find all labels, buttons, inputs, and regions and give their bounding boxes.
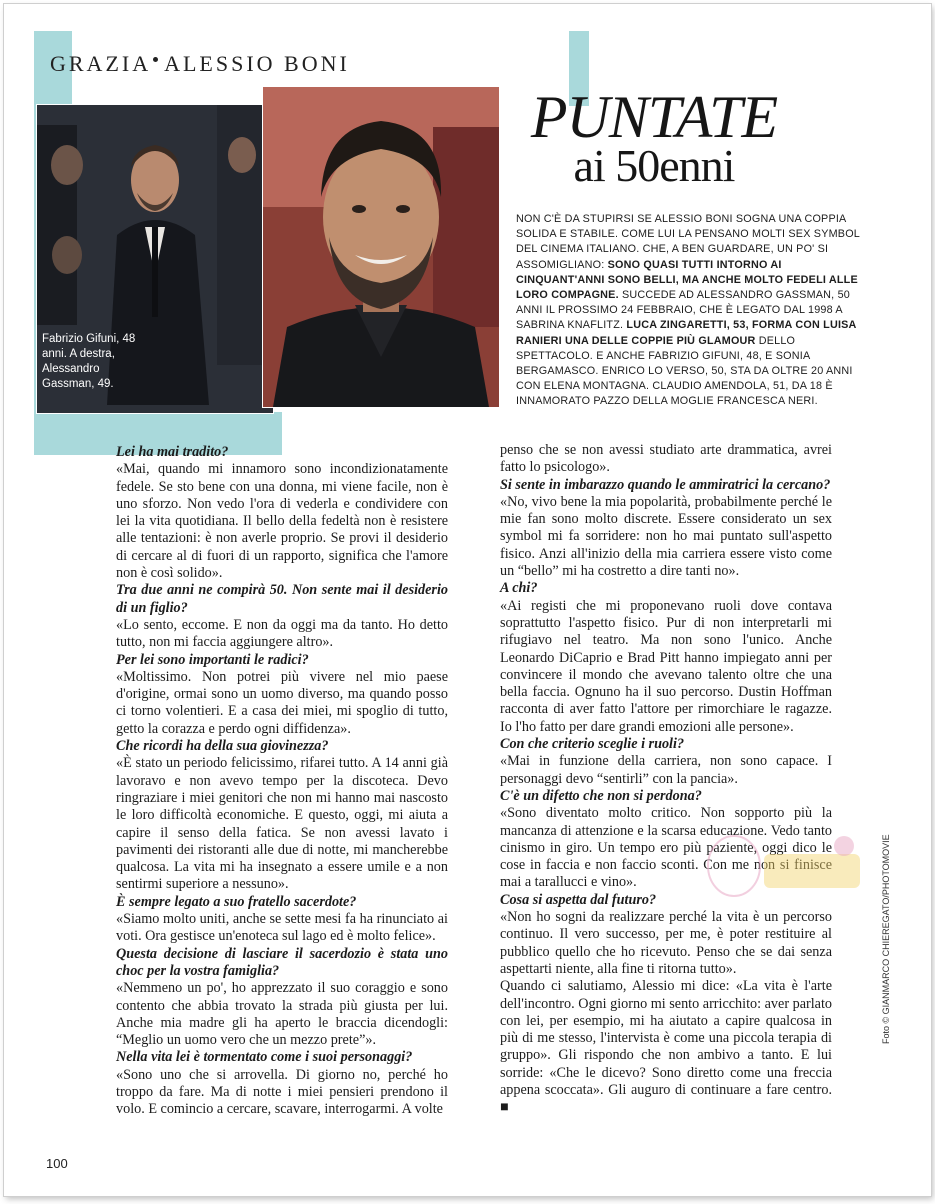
question: Cosa si aspetta dal futuro? bbox=[500, 891, 657, 908]
intro-bold-2: LUCA ZINGARETTI, 53, FORMA CON LUISA RANIERI UNA DELLE COPPIE PIÙ GLAMOUR bbox=[516, 319, 857, 347]
photo-caption: Fabrizio Gifuni, 48 anni. A destra, Alessandro Gassman, 49. bbox=[42, 333, 136, 390]
question: Con che criterio sceglie i ruoli? bbox=[500, 736, 685, 753]
intro-text-1: NON C'È DA STUPIRSI SE ALESSIO BONI SOGNA UNA COPPIA SOLIDA E STABILE. COME LUI LA PENSANO MOLTI SEX SYMBOL DEL CINEMA ITALIANO. CHE, A BEN GUARDARE, UN PO' SI ASSOMIGLIANO: bbox=[516, 213, 860, 271]
question: Che ricordi ha della sua giovinezza? bbox=[116, 738, 329, 755]
right-column bbox=[500, 442, 832, 1117]
page-header bbox=[50, 51, 350, 77]
answer: «Nemmeno un po', ho apprezzato il suo coraggio e sono contento che abbia trovato la strada più giusta per lui. Anche mia madre gli ha aperto le braccia dicendogli: “Meglio un uomo vero che un mezzo prete”». bbox=[116, 980, 448, 1049]
article-subject: ALESSIO BONI bbox=[164, 51, 350, 76]
question: È sempre legato a suo fratello sacerdote? bbox=[116, 893, 357, 910]
answer: «Non ho sogni da realizzare perché la vita è un percorso continuo. Il vero successo, per me, è poter restituire al pubblico quello che ho ricevuto. Penso che se dai senza aspettarti niente, alla fine ti ritorna tutto». bbox=[500, 909, 832, 977]
title-sub: ai 50enni bbox=[573, 140, 735, 191]
magazine-page bbox=[4, 4, 931, 1196]
header-dot bbox=[153, 57, 158, 62]
answer: «No, vivo bene la mia popolarità, probabilmente perché le mie fan sono molto discrete. Essere considerato un sex symbol mi fa sorridere: non ho mai puntato sull'aspetto fisico. Anzi all'inizio della mia carriera essere visto come un “bello” mi ha costretto a dire tanti no». bbox=[500, 493, 832, 580]
answer: penso che se non avessi studiato arte drammatica, avrei fatto lo psicologo». bbox=[500, 442, 832, 476]
closing-paragraph: Quando ci salutiamo, Alessio mi dice: «La vita è l'arte dell'incontro. Ogni giorno mi sento arricchito: aver parlato con lei, per esempio, mi ha aiutato a capire qualcosa in più di me stesso, l'intervista è come una piccola terapia di gruppo». Gli rispondo che non ambivo a tanto. E lui sorride: «Che le dicevo? Sono diretto come una freccia appena scoccata». Gli auguro di continuare a fare centro. ■ bbox=[500, 978, 832, 1116]
intro-text-3: DELLO SPETTACOLO. E ANCHE FABRIZIO GIFUNI, 48, E SONIA BERGAMASCO. ENRICO LO VERSO, 50, STA DA OLTRE 20 ANNI CON ELENA MONTAGNA. CLAUDIO AMENDOLA, 51, DA 18 È INNAMORATO PAZZO DELLA MOGLIE FRANCESCA NERI. bbox=[516, 334, 853, 408]
title-main: PUNTATE bbox=[530, 84, 778, 150]
answer: «Ai registi che mi proponevano ruoli dove contava soprattutto l'aspetto fisico. Pur di non interpretarli mi rifugiavo nel teatro. Ma non sono l'unico. Anche Leonardo DiCaprio e Brad Pitt hanno impiegato anni per convincere il mondo che avevano talento oltre che una bella faccia. Ognuno ha il suo percorso. Dustin Hoffman racconta di aver fatto l'attore per rimorchiare le ragazze. Io l'ho fatto per dare grandi emozioni alle persone». bbox=[500, 597, 832, 735]
left-column bbox=[116, 444, 448, 1119]
answer: «Mai in funzione della carriera, non sono capace. I personaggi devo “sentirli” con la pancia». bbox=[500, 753, 832, 787]
article-title bbox=[504, 84, 804, 191]
answer: «Lo sento, eccome. E non da oggi ma da tanto. Ho detto tutto, non mi faccia aggiungere altro». bbox=[116, 616, 448, 651]
article-intro bbox=[516, 212, 866, 410]
question: Per lei sono importanti le radici? bbox=[116, 651, 309, 668]
answer: «È stato un periodo felicissimo, rifarei tutto. A 14 anni già lavoravo e non avevo tempo per la discoteca. Devo ringraziare i miei genitori che non mi hanno mai nascosto le loro difficoltà economiche. E questo, oggi, mi aiuta a capire il senso della fatica. Se non avessi lavato i pavimenti dei ristoranti alle due di notte, mi mancherebbe qualcosa. La vita mi ha insegnato a essere umile e a non sentirmi superiore a nessuno». bbox=[116, 755, 448, 893]
photo-credit: Foto © GIANMARCO CHIEREGATO/PHOTOMOVIE bbox=[881, 834, 891, 1044]
intro-text-2: SUCCEDE AD ALESSANDRO GASSMAN, 50 ANNI IL PROSSIMO 24 FEBBRAIO, CHE È LEGATO DAL 1998 A SABRINA KNAFLITZ. bbox=[516, 289, 850, 332]
question: A chi? bbox=[500, 580, 538, 597]
magazine-name: GRAZIA bbox=[50, 51, 152, 76]
question: Tra due anni ne compirà 50. Non sente mai il desiderio di un figlio? bbox=[116, 582, 448, 616]
question: Si sente in imbarazzo quando le ammiratrici la cercano? bbox=[500, 476, 831, 493]
question: Nella vita lei è tormentato come i suoi personaggi? bbox=[116, 1049, 413, 1066]
question: C'è un difetto che non si perdona? bbox=[500, 787, 702, 804]
page-number: 100 bbox=[46, 1156, 68, 1171]
answer: «Siamo molto uniti, anche se sette mesi fa ha rinunciato ai voti. Ora gestisce un'enoteca sul lago ed è molto felice». bbox=[116, 911, 448, 945]
question: Questa decisione di lasciare il sacerdozio è stata uno choc per la vostra famiglia? bbox=[116, 945, 448, 979]
question: Lei ha mai tradito? bbox=[116, 444, 229, 460]
intro-bold-1: SONO QUASI TUTTI INTORNO AI CINQUANT'ANNI SONO BELLI, MA ANCHE MOLTO FEDELI ALLE LORO COMPAGNE. bbox=[516, 258, 858, 302]
answer: «Sono diventato molto critico. Non sopporto più la mancanza di attenzione e la scarsa educazione. Vedo tanto cinismo in giro. Un tempo ero più paziente, oggi dico le cose in faccia e non faccio sconti. Con me non si finisce mai a tarallucci e vino». bbox=[500, 805, 832, 891]
photo-alessandro-gassman bbox=[262, 86, 500, 408]
answer: «Moltissimo. Non potrei più vivere nel mio paese d'origine, ormai sono un uomo diverso, ma quando posso ci torno volentieri. E a casa dei miei, mi spoglio di tutto, getto la corazza e perdo ogni diffidenza». bbox=[116, 668, 448, 737]
answer: «Mai, quando mi innamoro sono incondizionatamente fedele. Se sto bene con una donna, mi viene facile, non è uno sforzo. Non vedo l'ora di vederla e condividere con lei la vita quotidiana. Il bello della fedeltà non è resistere alle tentazioni: è non averle proprio. Se provi il desiderio di cercare al di fuori di un rapporto, significa che l'amore non è così solido». bbox=[116, 461, 448, 582]
answer: «Sono uno che si arrovella. Di giorno no, perché ho troppo da fare. Ma di notte i miei pensieri prendono il volo. E comincio a cercare, scavare, interrogarmi. A volte bbox=[116, 1066, 448, 1118]
